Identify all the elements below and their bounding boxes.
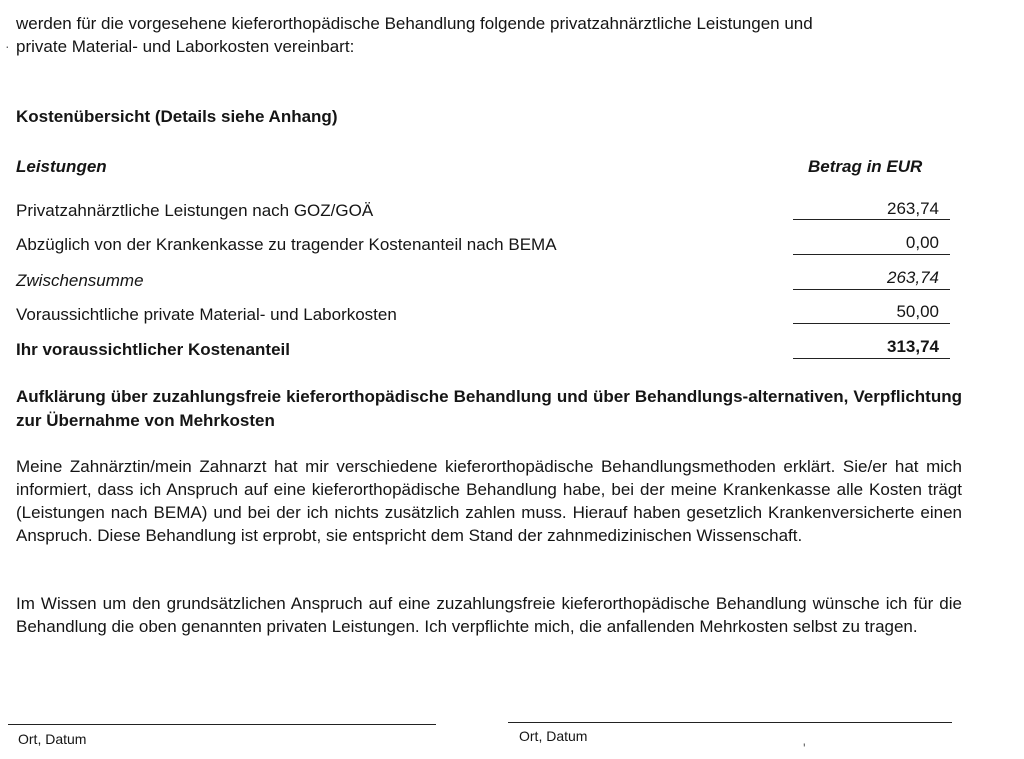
amount-underline <box>793 323 950 324</box>
scan-speck: ' <box>803 740 806 756</box>
cost-row-label: Abzüglich von der Krankenkasse zu tragender Kostenanteil nach BEMA <box>16 235 557 254</box>
cost-row-amount-total: 313,74 <box>887 337 939 356</box>
cost-row-amount: 263,74 <box>887 199 939 218</box>
information-heading: Aufklärung über zuzahlungsfreie kieferorthopädische Behandlung und über Behandlungs-alternativen, Verpflichtung zur Übernahme von Mehrkosten <box>16 387 962 430</box>
amount-underline <box>793 358 950 359</box>
column-header-amount: Betrag in EUR <box>808 157 923 176</box>
scan-speck: · <box>5 38 10 54</box>
signature-label-right: Ort, Datum <box>519 728 588 744</box>
signature-line-left <box>8 724 436 725</box>
cost-row-label-total: Ihr voraussichtlicher Kostenanteil <box>16 340 290 359</box>
cost-row-label: Voraussichtliche private Material- und Laborkosten <box>16 305 397 324</box>
cost-overview-title: Kostenübersicht (Details siehe Anhang) <box>16 107 338 126</box>
amount-underline <box>793 219 950 220</box>
intro-line-1: werden für die vorgesehene kieferorthopädische Behandlung folgende privatzahnärztliche Leistungen und <box>16 14 813 33</box>
information-paragraph-2: Im Wissen um den grundsätzlichen Anspruch auf eine zuzahlungsfreie kieferorthopädische Behandlung wünsche ich für die Behandlung die oben genannten privaten Leistungen. Ich verpflichte mich, die anfallenden Mehrkosten selbst zu tragen. <box>16 594 962 636</box>
cost-row-amount: 50,00 <box>896 302 939 321</box>
cost-row-label-subtotal: Zwischensumme <box>16 271 144 290</box>
information-paragraph-1: Meine Zahnärztin/mein Zahnarzt hat mir verschiedene kieferorthopädische Behandlungsmethoden erklärt. Sie/er hat mich informiert, dass ich Anspruch auf eine kieferorthopädische Behandlung habe, bei der meine Krankenkasse alle Kosten trägt (Leistungen nach BEMA) und bei der ich nichts zusätzlich zahlen muss. Hierauf haben gesetzlich Krankenversicherte einen Anspruch. Diese Behandlung ist erprobt, sie entspricht dem Stand der zahnmedizinischen Wissenschaft. <box>16 457 962 545</box>
amount-underline <box>793 254 950 255</box>
cost-row-amount: 0,00 <box>905 233 939 252</box>
column-header-services: Leistungen <box>16 157 107 176</box>
amount-underline <box>793 289 950 290</box>
cost-row-amount-subtotal: 263,74 <box>887 268 939 287</box>
signature-label-left: Ort, Datum <box>18 731 87 747</box>
intro-line-2: private Material- und Laborkosten vereinbart: <box>16 37 355 56</box>
cost-row-label: Privatzahnärztliche Leistungen nach GOZ/GOÄ <box>16 201 374 220</box>
signature-line-right <box>508 722 952 723</box>
